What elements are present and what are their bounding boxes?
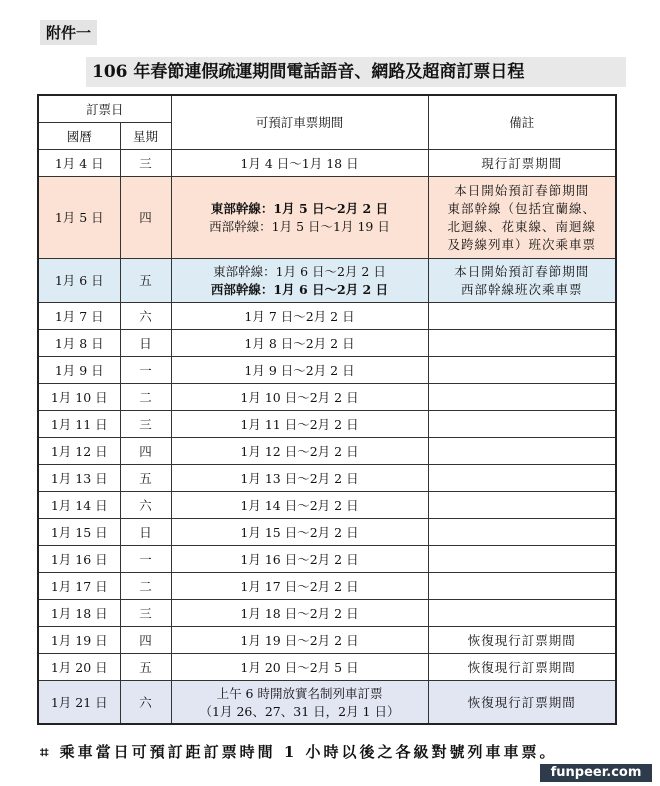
table-row — [38, 410, 616, 437]
notes-cell — [428, 258, 616, 302]
weekday-cell: 五 — [120, 464, 171, 491]
period-cell: 1月 14 日～2月 2 日 — [171, 491, 428, 518]
period-cell: 1月 13 日～2月 2 日 — [171, 464, 428, 491]
period-cell: 1月 8 日～2月 2 日 — [171, 329, 428, 356]
date-cell: 1月 11 日 — [38, 410, 120, 437]
weekday-cell: 六 — [120, 680, 171, 724]
period-line: 西部幹線：1月 6 日～2月 2 日 — [210, 282, 389, 297]
period-cell — [171, 680, 428, 724]
weekday-cell: 二 — [120, 572, 171, 599]
weekday-cell: 三 — [120, 410, 171, 437]
period-cell: 1月 18 日～2月 2 日 — [171, 599, 428, 626]
table-row — [38, 680, 616, 724]
period-line: （1月 26、27、31 日，2月 1 日） — [199, 703, 400, 719]
period-cell: 1月 9 日～2月 2 日 — [171, 356, 428, 383]
date-cell: 1月 19 日 — [38, 626, 120, 653]
notes-line: 東部幹線（包括宜蘭線、 — [447, 201, 597, 216]
notes-cell — [428, 491, 616, 518]
period-line: 東部幹線：1月 6 日～2月 2 日 — [213, 264, 386, 279]
table-row — [38, 545, 616, 572]
watermark: funpeer.com — [540, 764, 652, 782]
table-row — [38, 356, 616, 383]
weekday-cell: 一 — [120, 356, 171, 383]
period-cell: 1月 19 日～2月 2 日 — [171, 626, 428, 653]
date-cell: 1月 12 日 — [38, 437, 120, 464]
schedule-table — [37, 94, 617, 725]
attachment-label: 附件一 — [40, 20, 97, 45]
period-cell — [171, 176, 428, 258]
period-line: 東部幹線：1月 5 日～2月 2 日 — [210, 201, 389, 216]
notes-cell — [428, 545, 616, 572]
header-weekday: 星期 — [120, 122, 171, 149]
date-cell: 1月 17 日 — [38, 572, 120, 599]
period-line: 上午 6 時開放實名制列車訂票 — [216, 685, 383, 701]
weekday-cell: 四 — [120, 437, 171, 464]
period-cell: 1月 10 日～2月 2 日 — [171, 383, 428, 410]
date-cell: 1月 7 日 — [38, 302, 120, 329]
period-cell: 1月 4 日～1月 18 日 — [171, 149, 428, 176]
notes-cell — [428, 302, 616, 329]
notes-cell — [428, 176, 616, 258]
date-cell: 1月 8 日 — [38, 329, 120, 356]
date-cell: 1月 10 日 — [38, 383, 120, 410]
weekday-cell: 六 — [120, 491, 171, 518]
notes-cell — [428, 572, 616, 599]
weekday-cell: 四 — [120, 626, 171, 653]
header-notes: 備註 — [428, 95, 616, 149]
period-cell: 1月 15 日～2月 2 日 — [171, 518, 428, 545]
notes-cell: 恢復現行訂票期間 — [428, 680, 616, 724]
notes-cell — [428, 599, 616, 626]
period-line: 西部幹線：1月 5 日～1月 19 日 — [209, 219, 390, 234]
notes-cell — [428, 464, 616, 491]
weekday-cell: 三 — [120, 599, 171, 626]
weekday-cell: 日 — [120, 329, 171, 356]
table-row — [38, 149, 616, 176]
date-cell: 1月 18 日 — [38, 599, 120, 626]
notes-line: 及跨線列車）班次乘車票 — [447, 237, 597, 252]
table-row — [38, 302, 616, 329]
weekday-cell: 四 — [120, 176, 171, 258]
table-row — [38, 491, 616, 518]
notes-line: 西部幹線班次乘車票 — [461, 282, 583, 297]
date-cell: 1月 9 日 — [38, 356, 120, 383]
notes-cell — [428, 437, 616, 464]
table-row — [38, 329, 616, 356]
notes-cell: 現行訂票期間 — [428, 149, 616, 176]
notes-cell — [428, 329, 616, 356]
notes-line: 本日開始預訂春節期間 — [454, 183, 590, 198]
date-cell: 1月 5 日 — [38, 176, 120, 258]
date-cell: 1月 4 日 — [38, 149, 120, 176]
table-row — [38, 572, 616, 599]
period-cell: 1月 16 日～2月 2 日 — [171, 545, 428, 572]
notes-cell — [428, 383, 616, 410]
notes-cell — [428, 356, 616, 383]
date-cell: 1月 21 日 — [38, 680, 120, 724]
period-cell: 1月 11 日～2月 2 日 — [171, 410, 428, 437]
weekday-cell: 二 — [120, 383, 171, 410]
period-cell: 1月 12 日～2月 2 日 — [171, 437, 428, 464]
table-row — [38, 176, 616, 258]
notes-line: 本日開始預訂春節期間 — [454, 264, 590, 279]
weekday-cell: 三 — [120, 149, 171, 176]
weekday-cell: 五 — [120, 258, 171, 302]
period-cell: 1月 17 日～2月 2 日 — [171, 572, 428, 599]
table-row — [38, 518, 616, 545]
notes-cell: 恢復現行訂票期間 — [428, 626, 616, 653]
weekday-cell: 一 — [120, 545, 171, 572]
header-booking-day: 訂票日 — [38, 95, 171, 122]
table-row — [38, 464, 616, 491]
date-cell: 1月 15 日 — [38, 518, 120, 545]
date-cell: 1月 20 日 — [38, 653, 120, 680]
period-cell: 1月 20 日～2月 5 日 — [171, 653, 428, 680]
notes-line: 北迴線、花東線、南迴線 — [447, 219, 597, 234]
weekday-cell: 六 — [120, 302, 171, 329]
date-cell: 1月 6 日 — [38, 258, 120, 302]
table-row — [38, 258, 616, 302]
notes-cell — [428, 518, 616, 545]
footnote: ⌗ 乘車當日可預訂距訂票時間 1 小時以後之各級對號列車車票。 — [40, 743, 558, 761]
document-title: 106 年春節連假疏運期間電話語音、網路及超商訂票日程 — [86, 57, 626, 87]
notes-cell — [428, 410, 616, 437]
notes-cell: 恢復現行訂票期間 — [428, 653, 616, 680]
period-cell: 1月 7 日～2月 2 日 — [171, 302, 428, 329]
table-row — [38, 626, 616, 653]
header-period: 可預訂車票期間 — [171, 95, 428, 149]
header-date: 國曆 — [38, 122, 120, 149]
date-cell: 1月 14 日 — [38, 491, 120, 518]
table-row — [38, 437, 616, 464]
date-cell: 1月 16 日 — [38, 545, 120, 572]
table-row — [38, 599, 616, 626]
table-row — [38, 653, 616, 680]
date-cell: 1月 13 日 — [38, 464, 120, 491]
table-row — [38, 383, 616, 410]
period-cell — [171, 258, 428, 302]
weekday-cell: 五 — [120, 653, 171, 680]
weekday-cell: 日 — [120, 518, 171, 545]
